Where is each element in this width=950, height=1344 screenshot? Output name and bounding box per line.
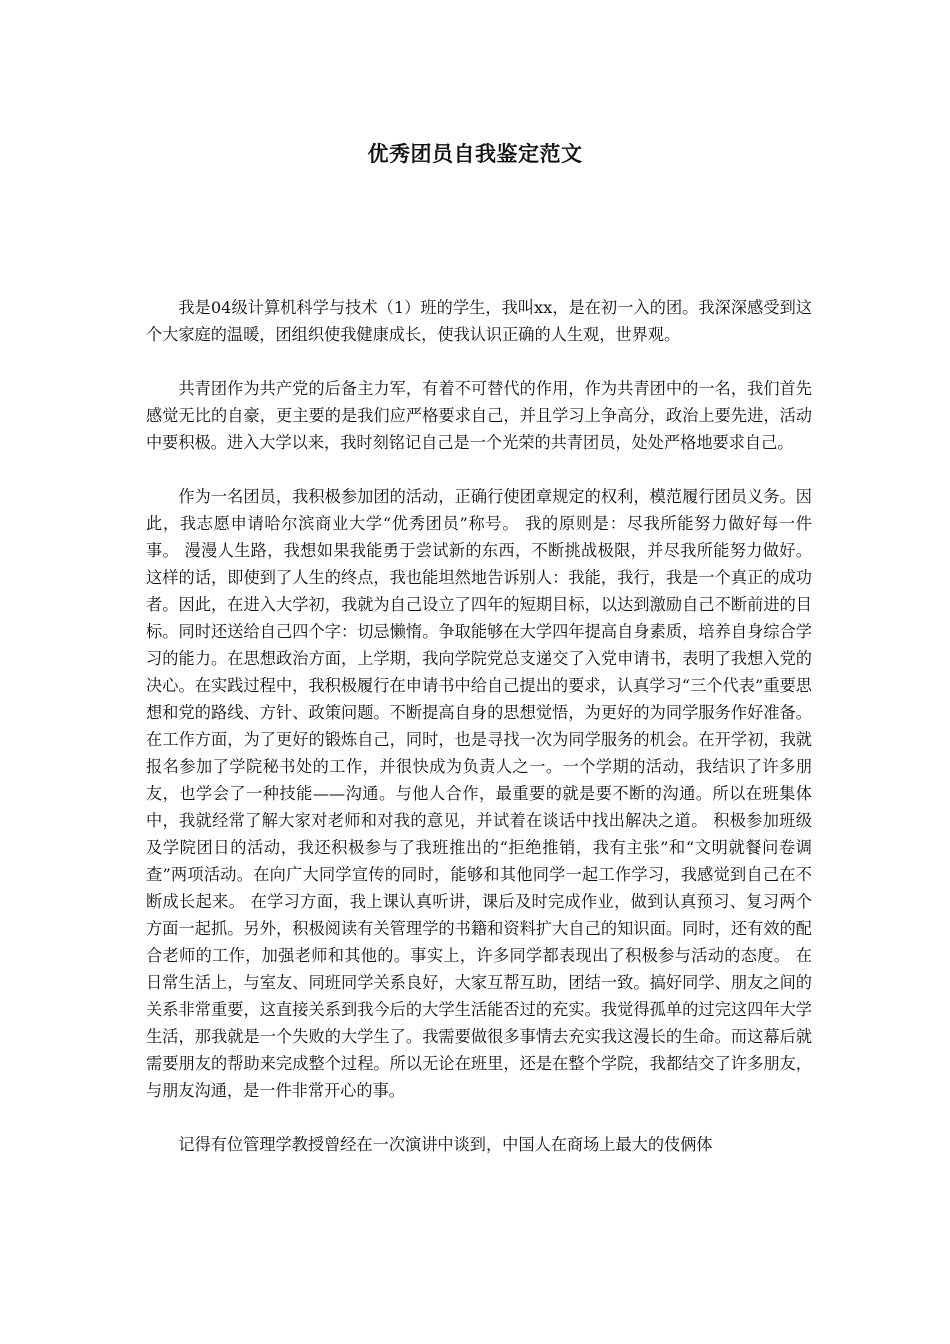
document-body — [146, 294, 812, 1185]
paragraph-1: 我是04级计算机科学与技术（1）班的学生，我叫xx，是在初一入的团。我深深感受到这个大家庭的温暖，团组织使我健康成长，使我认识正确的人生观，世界观。 — [146, 298, 812, 344]
paragraph-3: 作为一名团员，我积极参加团的活动，正确行使团章规定的权利，模范履行团员义务。因此，我志愿申请哈尔滨商业大学“优秀团员”称号。 我的原则是：尽我所能努力做好每一件事。 漫漫人生路，我想如果我能勇于尝试新的东西，不断挑战极限，并尽我所能努力做好。这样的话，即使到了人生的终点，我也能坦然地告诉别人：我能，我行，我是一个真正的成功者。因此，在进入大学初，我就为自己设立了四年的短期目标，以达到激励自己不断前进的目标。同时还送给自己四个字：切忌懒惰。争取能够在大学四年提高自身素质，培养自身综合学习的能力。在思想政治方面，上学期，我向学院党总支递交了入党申请书，表明了我想入党的决心。在实践过程中，我积极履行在申请书中给自己提出的要求，认真学习“三个代表”重要思想和党的路线、方针、政策问题。不断提高自身的思想觉悟，为更好的为同学服务作好准备。在工作方面，为了更好的锻炼自己，同时，也是寻找一次为同学服务的机会。在开学初，我就报名参加了学院秘书处的工作，并很快成为负责人之一。一个学期的活动，我结识了许多朋友，也学会了一种技能——沟通。与他人合作，最重要的就是要不断的沟通。所以在班集体中，我就经常了解大家对老师和对我的意见，并试着在谈话中找出解决之道。 积极参加班级及学院团日的活动，我还积极参与了我班推出的“拒绝推销，我有主张”和“文明就餐问卷调查”两项活动。在向广大同学宣传的同时，能够和其他同学一起工作学习，我感觉到自己在不断成长起来。 在学习方面，我上课认真听讲，课后及时完成作业，做到认真预习、复习两个方面一起抓。另外，积极阅读有关管理学的书籍和资料扩大自己的知识面。同时，还有效的配合老师的工作，加强老师和其他的。事实上，许多同学都表现出了积极参与活动的态度。 在日常生活上，与室友、同班同学关系良好，大家互帮互助，团结一致。搞好同学、朋友之间的关系非常重要，这直接关系到我今后的大学生活能否过的充实。我觉得孤单的过完这四年大学生活，那我就是一个失败的大学生了。我需要做很多事情去充实我这漫长的生命。而这幕后就需要朋友的帮助来完成整个过程。所以无论在班里，还是在整个学院，我都结交了许多朋友，与朋友沟通，是一件非常开心的事。 — [146, 487, 812, 1100]
paragraph-2: 共青团作为共产党的后备主力军，有着不可替代的作用，作为共青团中的一名，我们首先感觉无比的自豪，更主要的是我们应严格要求自己，并且学习上争高分，政治上要先进，活动中要积极。进入大学以来，我时刻铭记自己是一个光荣的共青团员，处处严格地要求自己。 — [146, 379, 812, 452]
paragraph-4: 记得有位管理学教授曾经在一次演讲中谈到，中国人在商场上最大的伎俩体 — [178, 1135, 713, 1154]
document-title: 优秀团员自我鉴定范文 — [367, 141, 583, 167]
